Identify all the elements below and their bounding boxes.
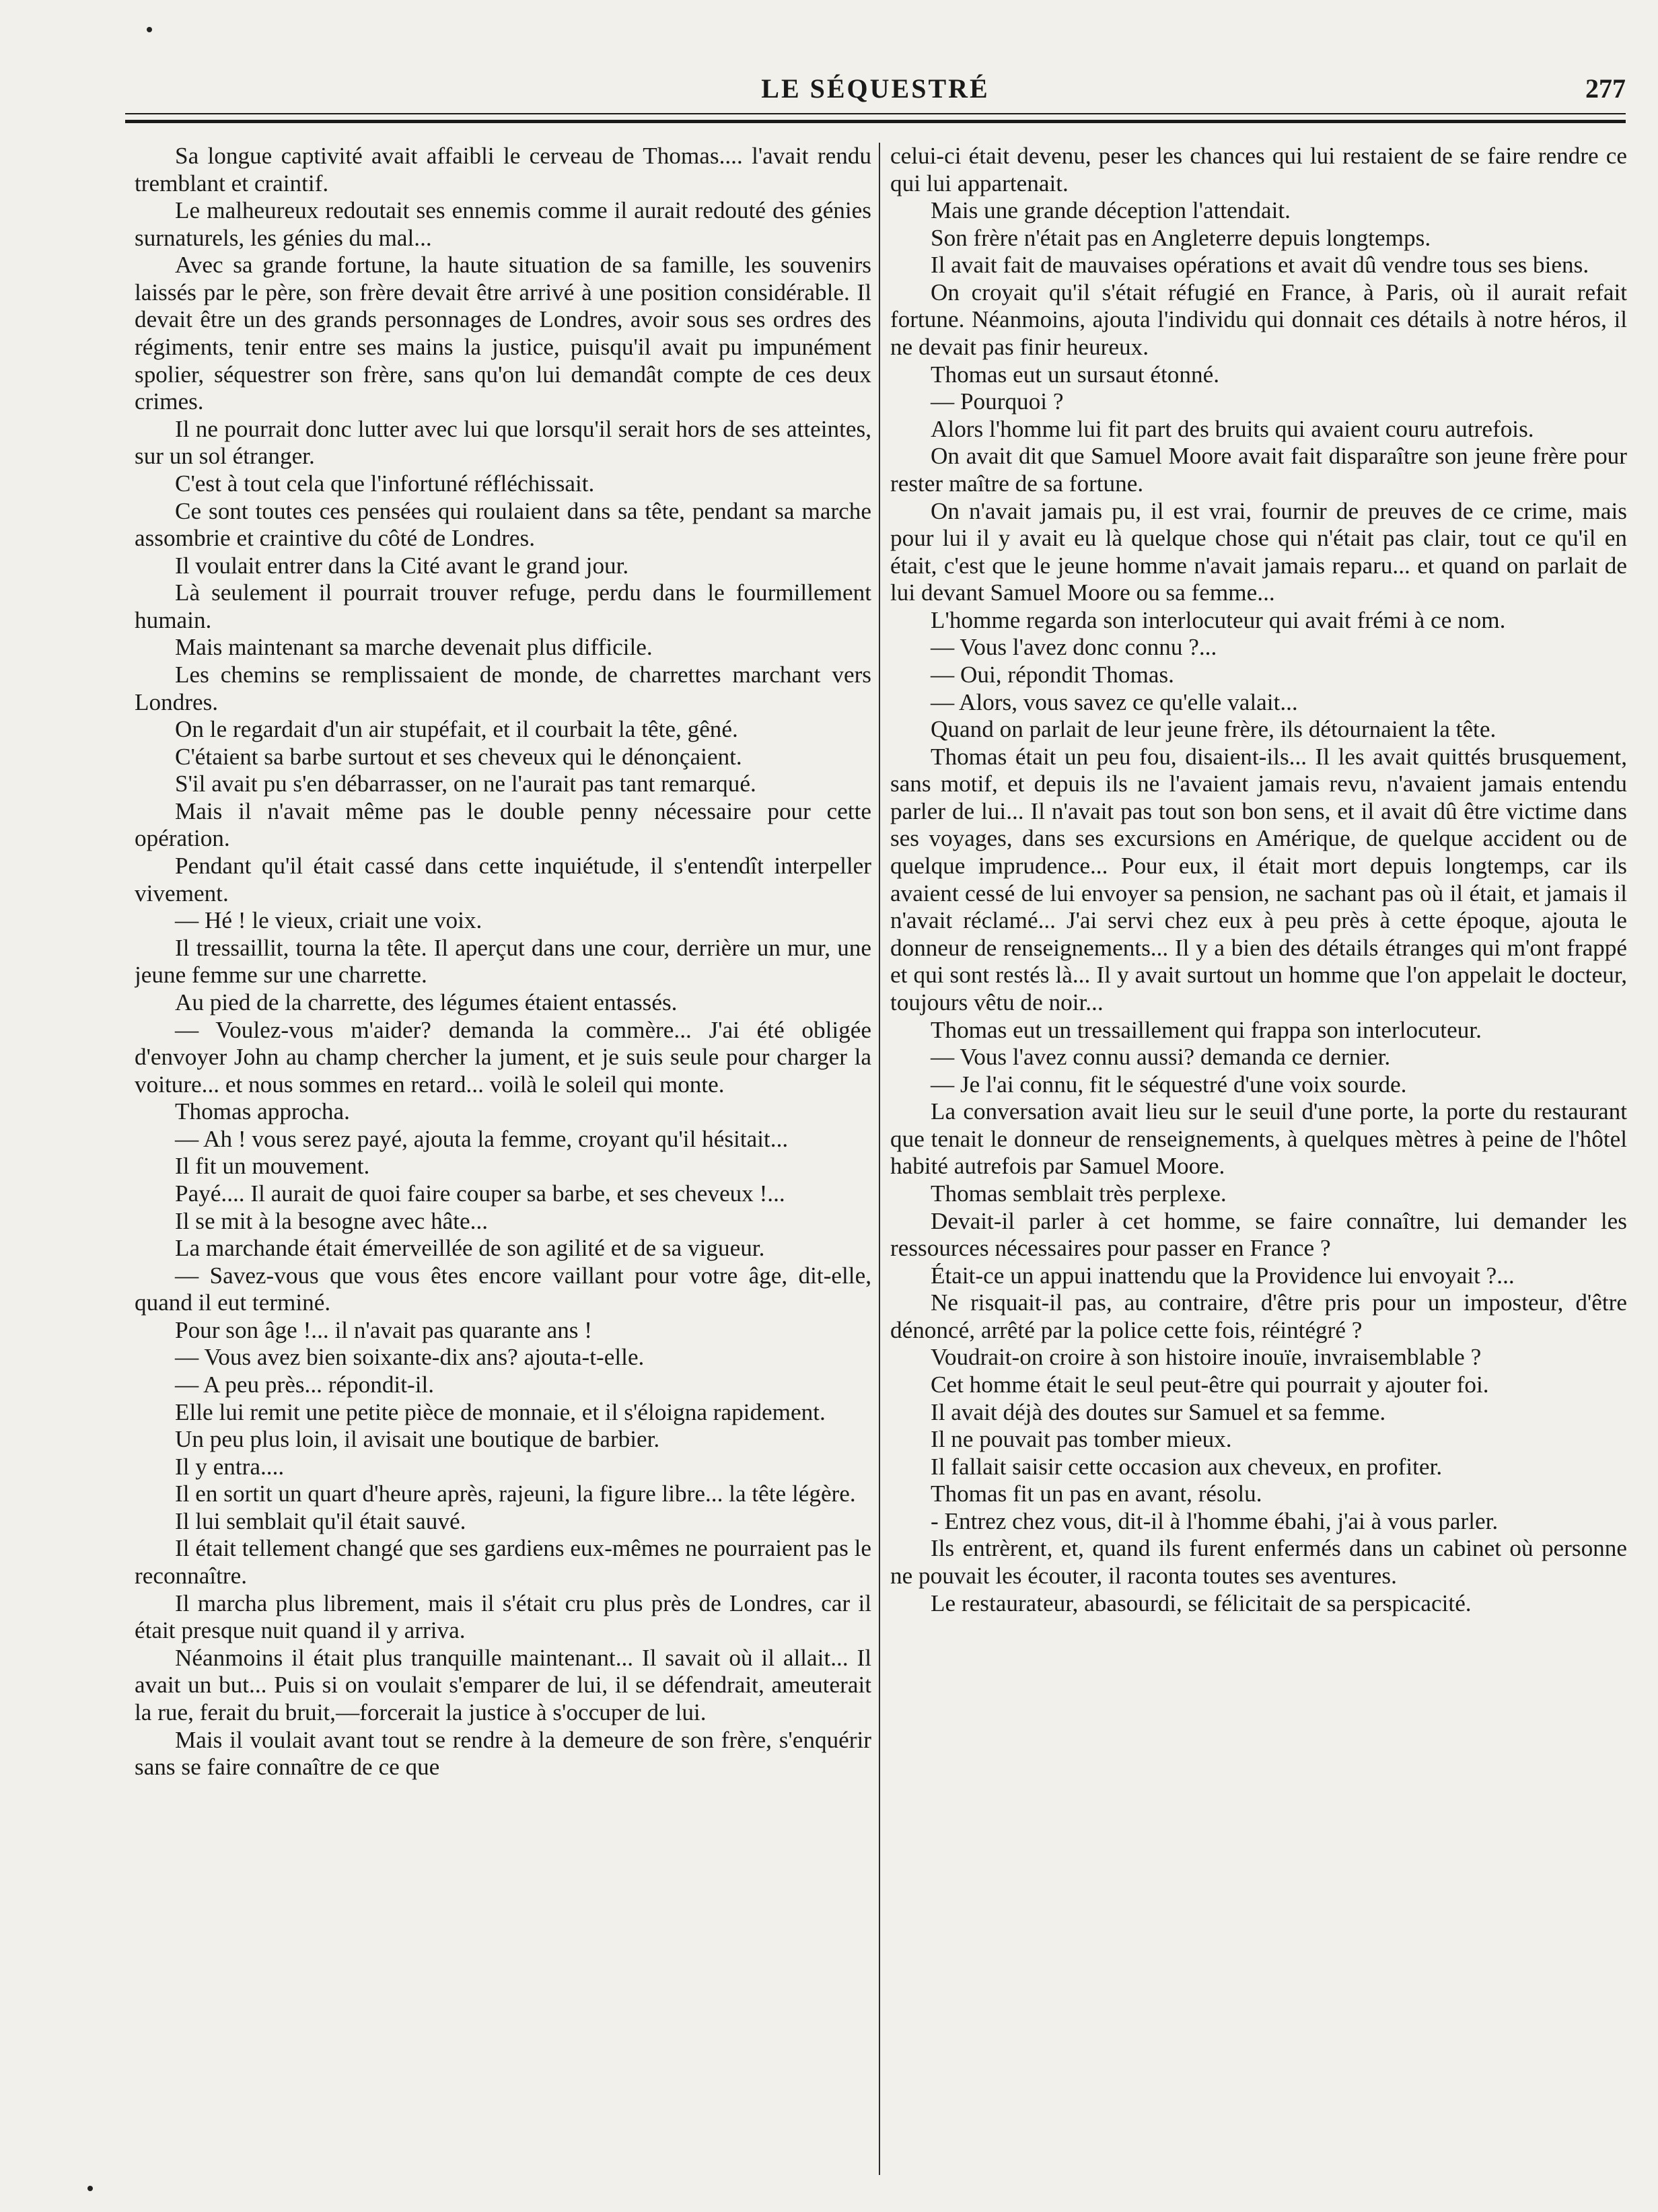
paragraph: Alors l'homme lui fit part des bruits qui avaient couru autrefois. xyxy=(931,415,1534,442)
page-header xyxy=(125,73,1626,113)
paragraph: — Vous l'avez donc connu ?... xyxy=(931,634,1217,661)
paragraph: Mais il voulait avant tout se rendre à la demeure de son frère, s'enquérir sans se faire connaître de ce que xyxy=(135,1726,871,1781)
paragraph: Sa longue captivité avait affaibli le cerveau de Thomas.... l'avait rendu tremblant et craintif. xyxy=(135,143,871,197)
paragraph: — Savez-vous que vous êtes encore vaillant pour votre âge, dit-elle, quand il eut terminé. xyxy=(135,1262,871,1316)
paragraph: — Oui, répondit Thomas. xyxy=(931,661,1174,688)
paragraph: Il voulait entrer dans la Cité avant le grand jour. xyxy=(175,552,629,579)
paragraph: Mais maintenant sa marche devenait plus difficile. xyxy=(175,634,653,661)
paragraph: Thomas eut un sursaut étonné. xyxy=(931,361,1220,388)
paragraph: Quand on parlait de leur jeune frère, ils détournaient la tête. xyxy=(931,716,1497,743)
paragraph: Il avait déjà des doutes sur Samuel et sa femme. xyxy=(931,1398,1386,1425)
paragraph: Ne risquait-il pas, au contraire, d'être pris pour un imposteur, d'être dénoncé, arrêté par la police cette fois, réintégré ? xyxy=(890,1289,1627,1343)
paragraph: Thomas semblait très perplexe. xyxy=(931,1180,1227,1207)
paragraph: Thomas approcha. xyxy=(175,1098,350,1125)
paragraph: Voudrait-on croire à son histoire inouïe, invraisemblable ? xyxy=(931,1344,1482,1371)
column-divider xyxy=(879,143,880,2175)
paragraph: Au pied de la charrette, des légumes étaient entassés. xyxy=(175,989,678,1015)
paragraph: La conversation avait lieu sur le seuil d'une porte, la porte du restaurant que tenait le donneur de renseignements, à quelques mètres à peine de l'hôtel habité autrefois par Samuel Moore. xyxy=(890,1098,1627,1180)
paragraph: — Pourquoi ? xyxy=(931,388,1064,415)
paragraph: Pendant qu'il était cassé dans cette inquiétude, il s'entendît interpeller vivement. xyxy=(135,853,871,906)
paragraph: S'il avait pu s'en débarrasser, on ne l'aurait pas tant remarqué. xyxy=(175,771,756,797)
paragraph: Thomas fit un pas en avant, résolu. xyxy=(931,1480,1262,1507)
running-title: LE SÉQUESTRÉ xyxy=(761,73,990,104)
paragraph: — Vous avez bien soixante-dix ans? ajouta-t-elle. xyxy=(175,1344,645,1371)
paragraph: C'étaient sa barbe surtout et ses cheveux qui le dénonçaient. xyxy=(175,743,742,770)
paragraph: — Ah ! vous serez payé, ajouta la femme, croyant qu'il hésitait... xyxy=(175,1125,789,1152)
paragraph: On n'avait jamais pu, il est vrai, fournir de preuves de ce crime, mais pour lui il y avait eu là quelque chose qui n'était pas clair, tout ce qu'il en était, c'est que le jeune homme n'avait jamais reparu... et quand on parlait de lui devant Samuel Moore ou sa femme... xyxy=(890,497,1627,606)
paragraph: Là seulement il pourrait trouver refuge, perdu dans le fourmillement humain. xyxy=(135,579,871,633)
paragraph: — Vous l'avez connu aussi? demanda ce dernier. xyxy=(931,1044,1391,1071)
paragraph: On avait dit que Samuel Moore avait fait disparaître son jeune frère pour rester maître de sa fortune. xyxy=(890,443,1627,497)
paragraph: Thomas eut un tressaillement qui frappa son interlocuteur. xyxy=(931,1016,1482,1043)
paragraph: Il en sortit un quart d'heure après, rajeuni, la figure libre... la tête légère. xyxy=(175,1480,856,1507)
paragraph: Elle lui remit une petite pièce de monnaie, et il s'éloigna rapidement. xyxy=(175,1398,826,1425)
paragraph: Thomas était un peu fou, disaient-ils... Il les avait quittés brusquement, sans motif, et depuis ils ne l'avaient jamais revu, n'avaient jamais entendu parler de lui... Il n'avait pas tout son bon sens, et il avait dû être victime dans ses voyages, dans ses excursions en Amérique, de quelque accident ou de quelque imprudence... Pour eux, il était mort depuis longtemps, car ils avaient cessé de lui envoyer sa pension, ne sachant pas où il était, et jamais il n'avait réclamé... J'ai servi chez eux à peu près à cette époque, ajouta le donneur de renseignements... Il y a bien des détails étranges qui m'ont frappé et qui sont restés là... Il y avait surtout un homme que l'on appelait le docteur, toujours vêtu de noir... xyxy=(890,743,1627,1015)
paragraph: L'homme regarda son interlocuteur qui avait frémi à ce nom. xyxy=(931,606,1506,633)
paragraph: Mais il n'avait même pas le double penny nécessaire pour cette opération. xyxy=(135,797,871,852)
paragraph: Il avait fait de mauvaises opérations et avait dû vendre tous ses biens. xyxy=(931,252,1589,279)
paragraph: Il fit un mouvement. xyxy=(175,1153,370,1180)
paragraph: On le regardait d'un air stupéfait, et il courbait la tête, gêné. xyxy=(175,716,738,743)
paragraph: — Je l'ai connu, fit le séquestré d'une voix sourde. xyxy=(931,1071,1407,1098)
paragraph: Le malheureux redoutait ses ennemis comme il aurait redouté des génies surnaturels, les génies du mal... xyxy=(135,197,871,251)
paragraph: Était-ce un appui inattendu que la Providence lui envoyait ?... xyxy=(931,1262,1515,1289)
paragraph: La marchande était émerveillée de son agilité et de sa vigueur. xyxy=(175,1235,765,1262)
paragraph: Il ne pouvait pas tomber mieux. xyxy=(931,1426,1232,1453)
paragraph: Il était tellement changé que ses gardiens eux-mêmes ne pourraient pas le reconnaître. xyxy=(135,1535,871,1590)
paragraph: celui-ci était devenu, peser les chances qui lui restaient de se faire rendre ce qui lui appartenait. xyxy=(890,143,1627,197)
paragraph: Le restaurateur, abasourdi, se félicitait de sa perspicacité. xyxy=(931,1590,1472,1616)
paragraph: — Hé ! le vieux, criait une voix. xyxy=(175,907,482,934)
paragraph: Devait-il parler à cet homme, se faire connaître, lui demander les ressources nécessaires pour passer en France ? xyxy=(890,1207,1627,1262)
right-column xyxy=(890,143,1627,2182)
paragraph: Il fallait saisir cette occasion aux cheveux, en profiter. xyxy=(931,1453,1443,1480)
margin-speck xyxy=(147,27,152,32)
paragraph: — Voulez-vous m'aider? demanda la commère... J'ai été obligée d'envoyer John au champ chercher la jument, et je suis seule pour charger la voiture... et nous sommes en retard... voilà le soleil qui monte. xyxy=(135,1016,871,1098)
paragraph: Cet homme était le seul peut-être qui pourrait y ajouter foi. xyxy=(931,1371,1489,1398)
paragraph: Ils entrèrent, et, quand ils furent enfermés dans un cabinet où personne ne pouvait les écouter, il raconta toutes ses aventures. xyxy=(890,1535,1627,1590)
paragraph: - Entrez chez vous, dit-il à l'homme ébahi, j'ai à vous parler. xyxy=(931,1507,1499,1534)
page-number: 277 xyxy=(1585,73,1626,104)
paragraph: Payé.... Il aurait de quoi faire couper sa barbe, et ses cheveux !... xyxy=(175,1180,785,1207)
paragraph: Il se mit à la besogne avec hâte... xyxy=(175,1207,489,1234)
header-rule-thin xyxy=(125,113,1626,114)
paragraph: Les chemins se remplissaient de monde, de charrettes marchant vers Londres. xyxy=(135,661,871,715)
paragraph: Il lui semblait qu'il était sauvé. xyxy=(175,1507,466,1534)
paragraph: Il ne pourrait donc lutter avec lui que lorsqu'il serait hors de ses atteintes, sur un sol étranger. xyxy=(135,415,871,470)
paragraph: Mais une grande déception l'attendait. xyxy=(931,197,1291,224)
paragraph: Son frère n'était pas en Angleterre depuis longtemps. xyxy=(931,224,1431,251)
paragraph: On croyait qu'il s'était réfugié en France, à Paris, où il aurait refait fortune. Néanmoins, ajouta l'individu qui donnait ces détails à notre héros, il ne devait pas finir heureux. xyxy=(890,279,1627,361)
header-rule-thick xyxy=(125,120,1626,123)
paragraph: Il tressaillit, tourna la tête. Il aperçut dans une cour, derrière un mur, une jeune femme sur une charrette. xyxy=(135,934,871,989)
paragraph: — A peu près... répondit-il. xyxy=(175,1371,435,1398)
margin-speck xyxy=(87,2186,93,2191)
paragraph: C'est à tout cela que l'infortuné réfléchissait. xyxy=(175,470,595,497)
paragraph: Il marcha plus librement, mais il s'était cru plus près de Londres, car il était presque nuit quand il y arriva. xyxy=(135,1590,871,1644)
paragraph: Pour son âge !... il n'avait pas quarante ans ! xyxy=(175,1316,592,1343)
paragraph: Néanmoins il était plus tranquille maintenant... Il savait où il allait... Il avait un but... Puis si on voulait s'emparer de lui, il se défendrait, ameuterait la rue, ferait du bruit,—forcerait la justice à s'occuper de lui. xyxy=(135,1644,871,1725)
paragraph: Un peu plus loin, il avisait une boutique de barbier. xyxy=(175,1426,660,1453)
left-column xyxy=(135,143,871,2182)
paragraph: Ce sont toutes ces pensées qui roulaient dans sa tête, pendant sa marche assombrie et craintive du côté de Londres. xyxy=(135,497,871,552)
paragraph: Avec sa grande fortune, la haute situation de sa famille, les souvenirs laissés par le père, son frère devait être arrivé à une position considérable. Il devait être un des grands personnages de Londres, avoir sous ses ordres des régiments, tenir entre ses mains la justice, puisqu'il avait pu impunément spolier, séquestrer son frère, sans qu'on lui demandât compte de ces deux crimes. xyxy=(135,252,871,415)
paragraph: — Alors, vous savez ce qu'elle valait... xyxy=(931,688,1298,715)
paragraph: Il y entra.... xyxy=(175,1453,285,1480)
